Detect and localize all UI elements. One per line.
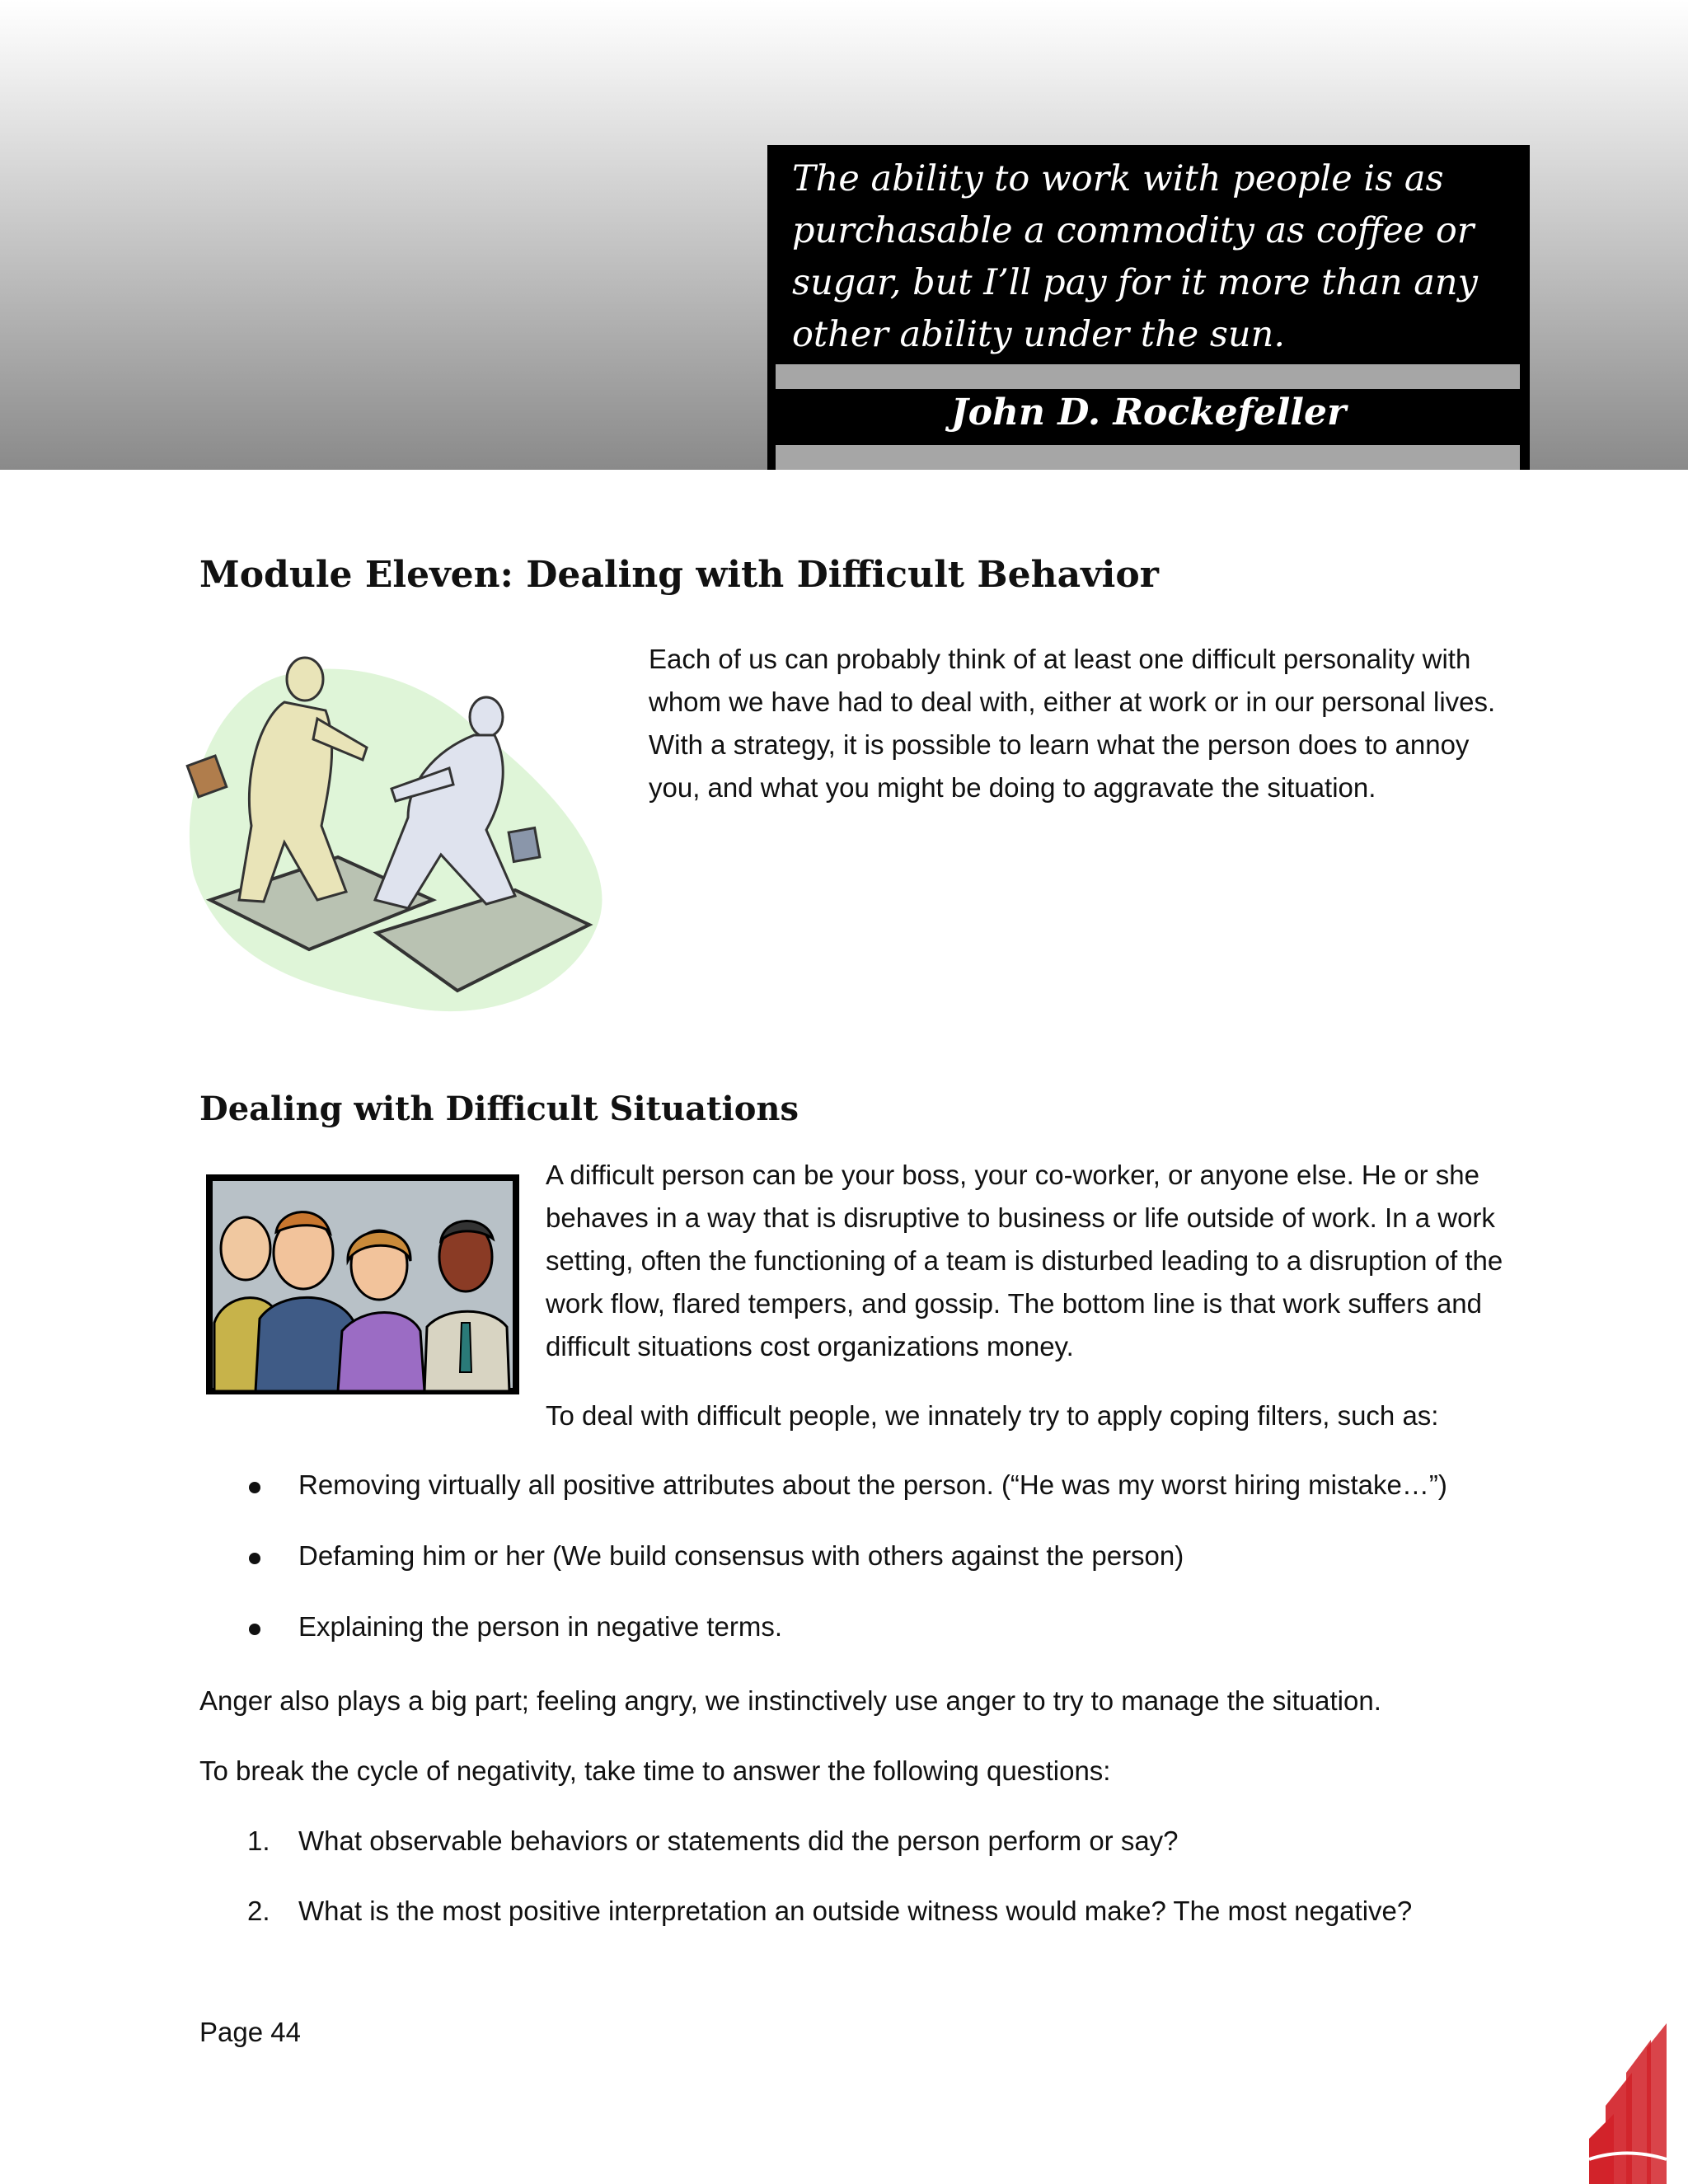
list-item-number: 2.	[247, 1896, 270, 1926]
list-item	[199, 1820, 1601, 1890]
module-title: Module Eleven: Dealing with Difficult Behavior	[199, 554, 1159, 596]
coping-filters-list	[199, 1464, 1551, 1676]
section-paragraph-2: To deal with difficult people, we innately try to apply coping filters, such as:	[546, 1400, 1439, 1431]
quote-divider-bottom	[776, 445, 1520, 470]
list-item	[199, 1605, 1551, 1676]
section-title: Dealing with Difficult Situations	[199, 1090, 799, 1128]
businessmen-handshake-clipart	[161, 653, 618, 1019]
list-item-text: Removing virtually all positive attributes about the person. (“He was my worst hiring mistake…”)	[298, 1469, 1447, 1500]
list-item	[199, 1890, 1601, 1960]
section-paragraph-3: Anger also plays a big part; feeling angry, we instinctively use anger to try to manage the situation.	[199, 1685, 1381, 1716]
section-paragraph-4: To break the cycle of negativity, take time to answer the following questions:	[199, 1755, 1111, 1786]
bullet-icon	[249, 1624, 260, 1635]
quote-divider-top	[776, 364, 1520, 389]
quote-text: The ability to work with people is as purchasable a commodity as coffee or sugar, but I’ll pay for it more than any other ability under the sun.	[792, 158, 1478, 355]
quote-author: John D. Rockefeller	[950, 391, 1347, 434]
list-item-number: 1.	[247, 1825, 270, 1856]
list-item-text: Explaining the person in negative terms.	[298, 1611, 783, 1642]
list-item	[199, 1535, 1551, 1605]
list-item-text: What observable behaviors or statements did the person perform or say?	[298, 1825, 1179, 1856]
questions-list	[199, 1820, 1601, 1960]
list-item	[199, 1464, 1551, 1535]
list-item-text: What is the most positive interpretation an outside witness would make? The most negative?	[298, 1896, 1413, 1926]
page-number: Page 44	[199, 2017, 301, 2047]
module-intro: Each of us can probably think of at least one difficult personality with whom we have had to deal with, either at work or in our personal lives. With a strategy, it is possible to learn what the person does to annoy you, and what you might be doing to aggravate the situation.	[649, 644, 1496, 803]
list-item-text: Defaming him or her (We build consensus with others against the person)	[298, 1540, 1184, 1571]
section-paragraph-1: A difficult person can be your boss, your co-worker, or anyone else. He or she behaves in a way that is disruptive to business or life outside of work. In a work setting, often the functioning of a team is disturbed leading to a disruption of the work flow, flared tempers, and gossip. The bottom line is that work suffers and difficult situations cost organizations money.	[546, 1160, 1503, 1361]
coworkers-gossip-clipart	[206, 1174, 519, 1394]
bullet-icon	[249, 1553, 260, 1564]
book-logo-icon	[1581, 2015, 1673, 2184]
quote-box	[767, 145, 1530, 470]
bullet-icon	[249, 1482, 260, 1493]
